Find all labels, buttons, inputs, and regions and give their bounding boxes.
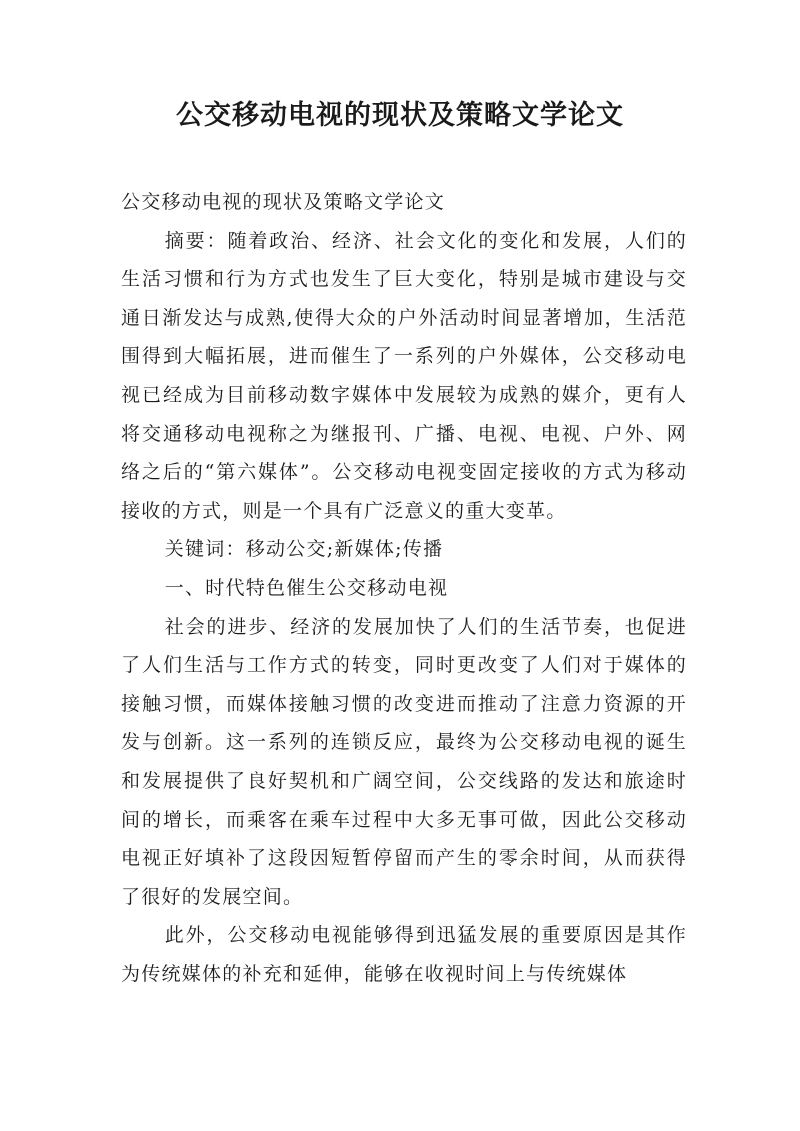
subtitle-line: 公交移动电视的现状及策略文学论文 bbox=[121, 191, 446, 213]
keywords-line: 关键词：移动公交;新媒体;传播 bbox=[164, 538, 444, 561]
body-paragraph: 此外，公交移动电视能够得到迅猛发展的重要原因是其作为传统媒体的补充和延伸，能够在收视时间上与传统媒体 bbox=[121, 924, 687, 985]
document-title: 公交移动电视的现状及策略文学论文 bbox=[176, 100, 624, 131]
abstract-paragraph: 摘要：随着政治、经济、社会文化的变化和发展，人们的生活习惯和行为方式也发生了巨大变化，特别是城市建设与交通日渐发达与成熟,使得大众的户外活动时间显著增加，生活范围得到大幅拓展，进而催生了一系列的户外媒体，公交移动电视已经成为目前移动数字媒体中发展较为成熟的媒介，更有人将交通移动电视称之为继报刊、广播、电视、电视、户外、网络之后的“第六媒体”。公交移动电视变固定接收的方式为移动接收的方式，则是一个具有广泛意义的重大变革。 bbox=[121, 229, 687, 522]
section-heading: 一、时代特色催生公交移动电视 bbox=[164, 576, 449, 599]
body-paragraph: 社会的进步、经济的发展加快了人们的生活节奏，也促进了人们生活与工作方式的转变，同时更改变了人们对于媒体的接触习惯，而媒体接触习惯的改变进而推动了注意力资源的开发与创新。这一系列的连锁反应，最终为公交移动电视的诞生和发展提供了良好契机和广阔空间，公交线路的发达和旅途时间的增长，而乘客在乘车过程中大多无事可做，因此公交移动电视正好填补了这段因短暂停留而产生的零余时间，从而获得了很好的发展空间。 bbox=[121, 615, 687, 908]
document-body bbox=[121, 183, 687, 993]
